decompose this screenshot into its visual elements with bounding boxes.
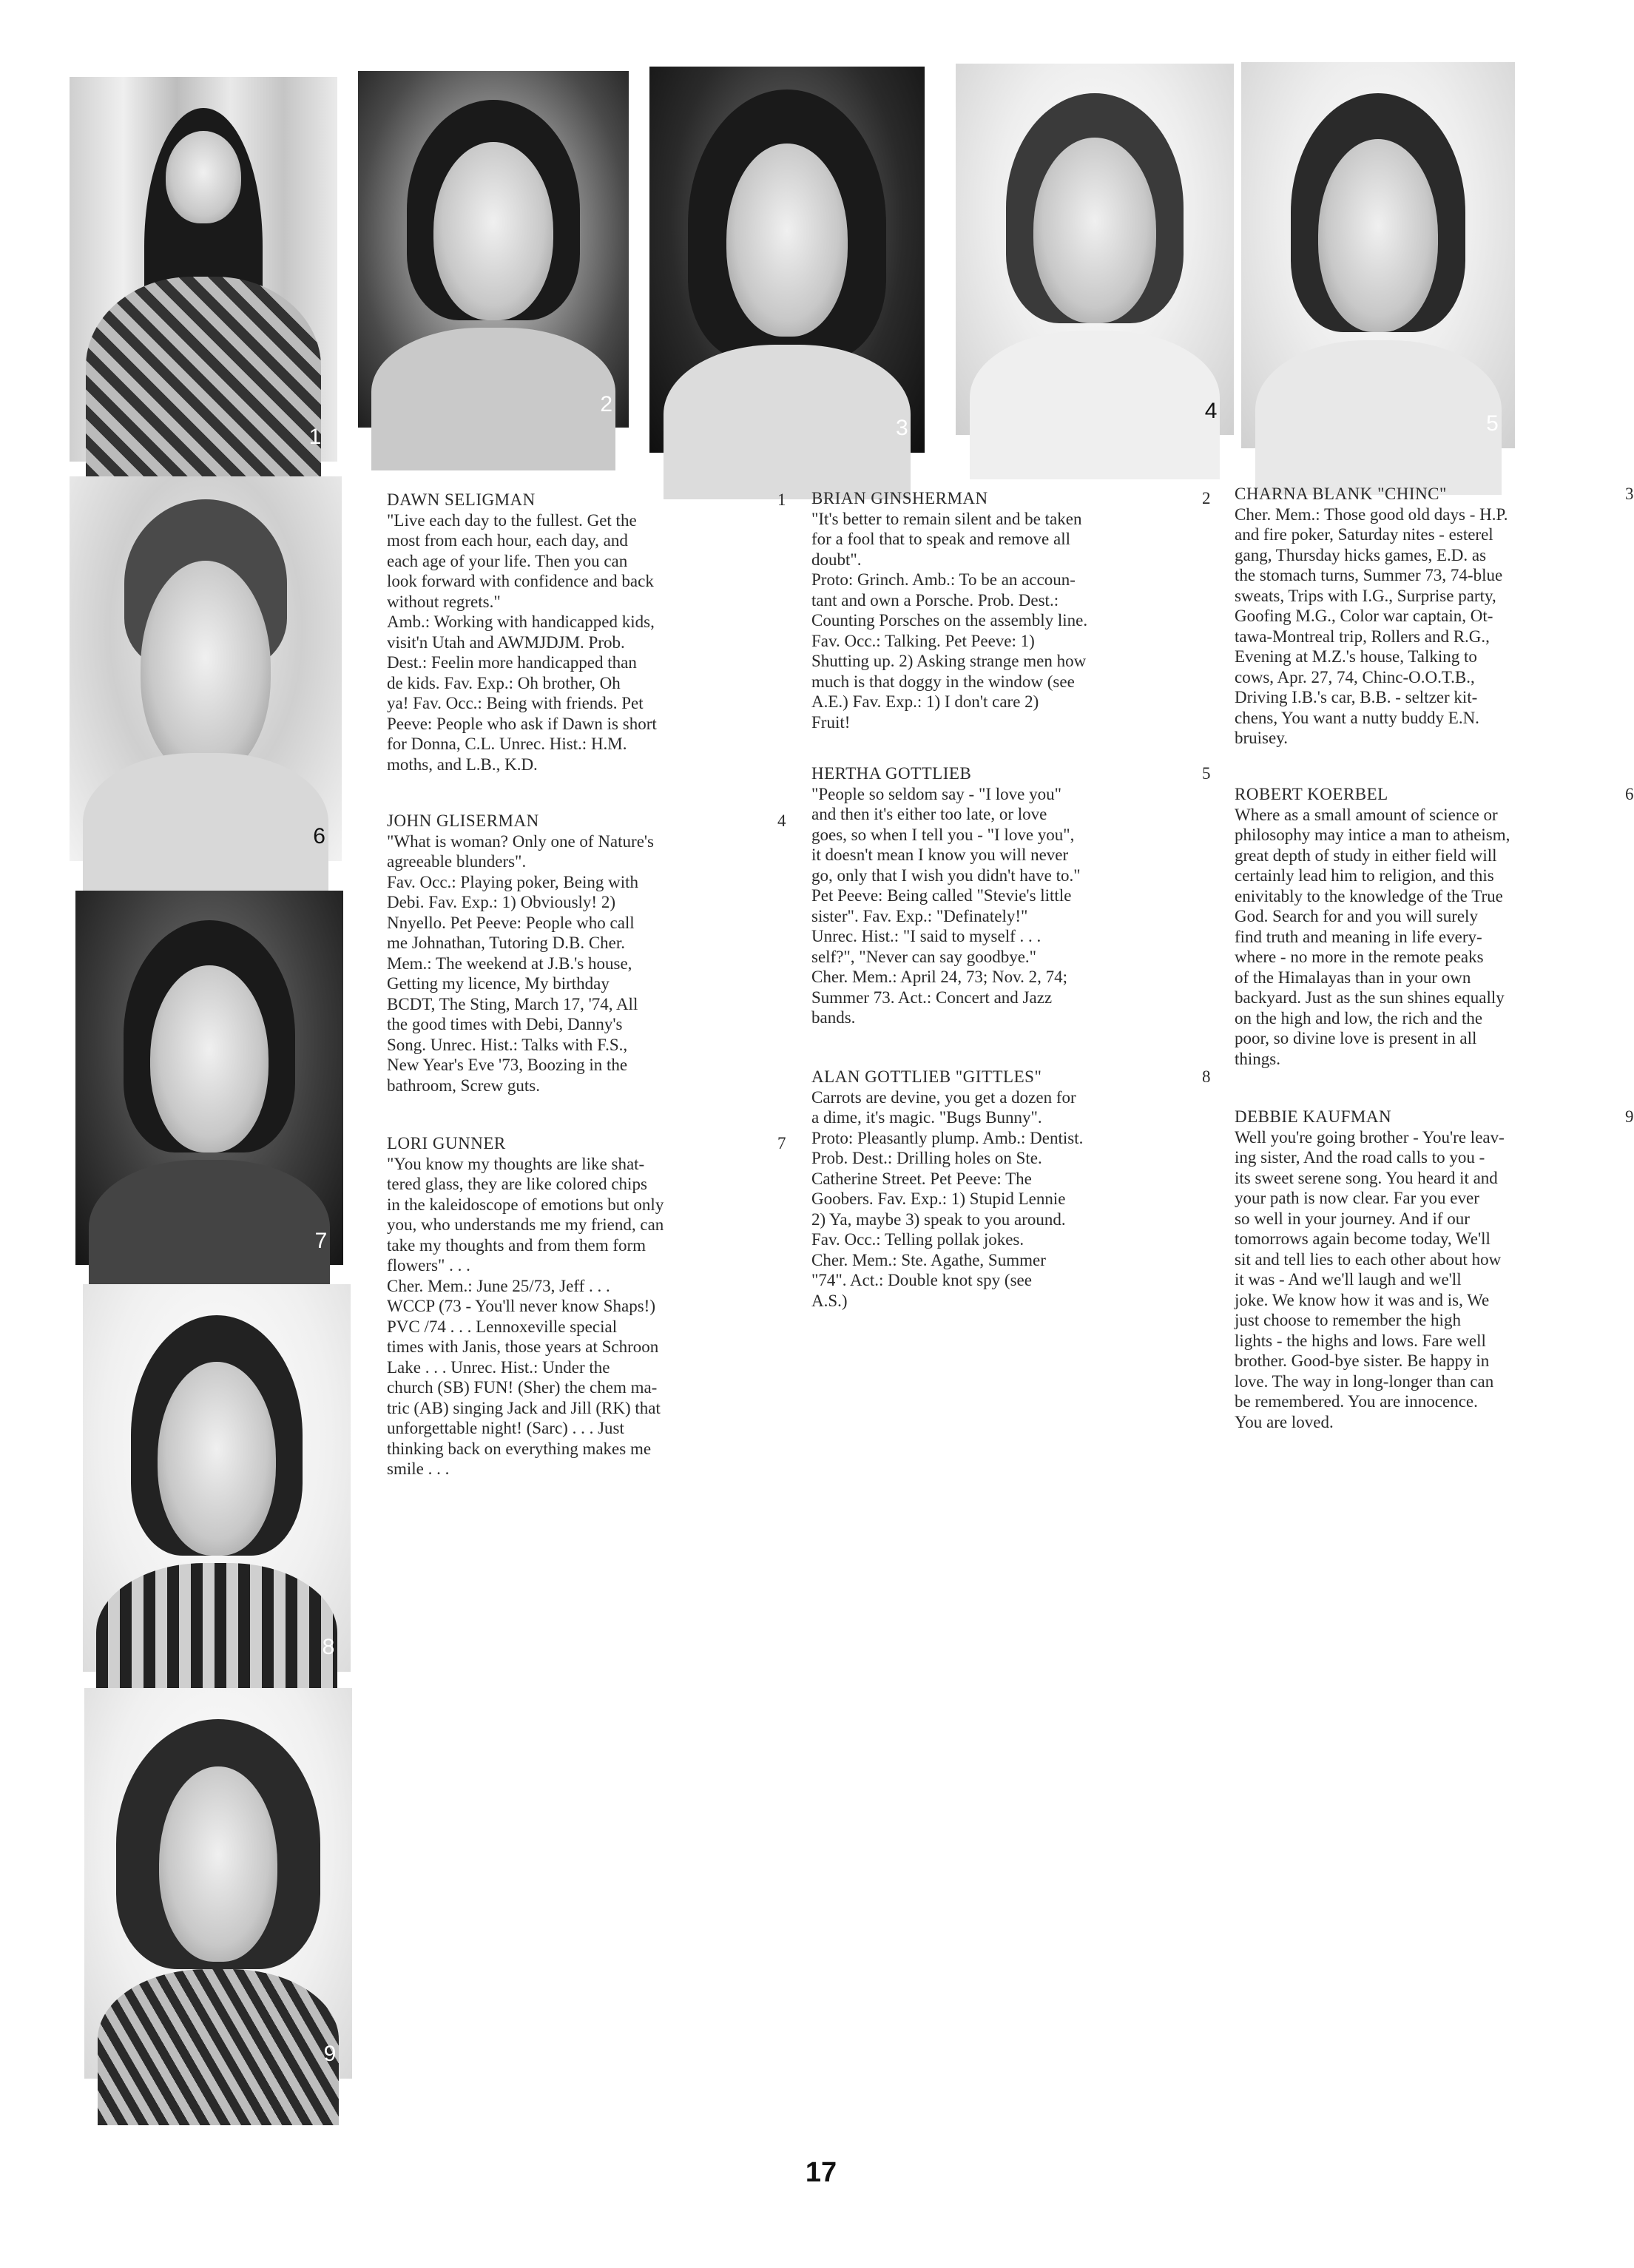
student-text: Carrots are devine, you get a dozen for a dime, it's magic. "Bugs Bunny". Proto: Pleasantly plump. Amb.: Dentist. Prob. Dest.: Drilling holes on Ste. Catherine Street. Pet Peeve: The Goobers. Fav. Exp.: 1) Stupid Lennie 2) Ya, maybe 3) speak to you around. Fav. Occ.: Telling pollak jokes. Cher. Mem.: Ste. Agathe, Summer "74". Act.: Double knot spy (see A.S.)	[811, 1087, 1084, 1310]
student-entry	[1235, 1107, 1634, 1432]
student-text: "What is woman? Only one of Nature's agreeable blunders". Fav. Occ.: Playing poker, Being with Debi. Fav. Exp.: 1) Obviously! 2) Nnyello. Pet Peeve: People who call me Johnathan, Tutoring D.B. Cher. Mem.: The weekend at J.B.'s house, Getting my licence, My birthday BCDT, The Sting, March 17, '74, All the good times with Debi, Danny's Song. Unrec. Hist.: Talks with F.S., New Year's Eve '73, Boozing in the bathroom, Screw guts.	[387, 831, 654, 1095]
student-text: "You know my thoughts are like shat- tered glass, they are like colored chips in the kaleidoscope of emotions but only you, who understands me my friend, can take my thoughts and from them form flowers" . . . Cher. Mem.: June 25/73, Jeff . . . WCCP (73 - You'll never know Shaps!) PVC /74 . . . Lennoxeville special times with Janis, those years at Schroon Lake . . . Unrec. Hist.: Under the church (SB) FUN! (Sher) the chem ma- tric (AB) singing Jack and Jill (RK) that unforgettable night! (Sarc) . . . Just thinking back on everything makes me smile . . .	[387, 1154, 664, 1478]
student-number: 7	[777, 1134, 786, 1152]
student-photo	[358, 71, 629, 428]
student-entry	[1235, 784, 1634, 1069]
student-number: 2	[1202, 489, 1211, 507]
student-name: JOHN GLISERMAN	[387, 811, 539, 830]
student-photo	[956, 64, 1234, 435]
student-photo	[83, 1284, 351, 1672]
photo-number: 6	[313, 824, 325, 849]
student-number: 1	[777, 490, 786, 509]
photo-number: 1	[308, 425, 322, 450]
student-name: ROBERT KOERBEL	[1235, 785, 1388, 803]
student-entry	[1235, 484, 1634, 749]
student-photo	[70, 476, 342, 861]
student-name: LORI GUNNER	[387, 1134, 506, 1152]
student-name: HERTHA GOTTLIEB	[811, 764, 972, 783]
photo-number: 8	[322, 1635, 335, 1660]
student-text: Where as a small amount of science or philosophy may intice a man to atheism, great depth of study in either field will certainly lead him to religion, and this enivitably to the knowledge of the True God. Search for and you will surely find truth and meaning in life every- where - no more in the remote peaks of the Himalayas than in your own backyard. Just as the sun shines equally on the high and low, the rich and the poor, so divine love is present in all things.	[1235, 805, 1510, 1068]
student-entry	[387, 490, 786, 774]
student-number: 3	[1625, 485, 1634, 503]
student-photo	[75, 891, 343, 1265]
student-entry	[811, 488, 1211, 732]
photo-number: 7	[314, 1228, 328, 1253]
student-photo	[84, 1688, 352, 2079]
student-number: 9	[1625, 1107, 1634, 1126]
student-number: 6	[1625, 785, 1634, 803]
student-name: DAWN SELIGMAN	[387, 490, 536, 509]
page-number: 17	[805, 2157, 837, 2188]
photo-number: 2	[600, 391, 613, 416]
student-text: "It's better to remain silent and be taken for a fool that to speak and remove all doubt". Proto: Grinch. Amb.: To be an accoun- tant and own a Porsche. Prob. Dest.: Counting Porsches on the assembly line. Fav. Occ.: Talking. Pet Peeve: 1) Shutting up. 2) Asking strange men how much is that doggy in the window (see A.E.) Fav. Exp.: 1) I don't care 2) Fruit!	[811, 509, 1088, 732]
student-photo	[649, 67, 925, 453]
student-name: CHARNA BLANK "CHINC"	[1235, 485, 1447, 503]
student-photo	[1241, 62, 1515, 448]
student-text: "People so seldom say - "I love you" and then it's either too late, or love goes, so when I tell you - "I love you", it doesn't mean I know you will never go, only that I wish you didn't have to." Pet Peeve: Being called "Stevie's little sister". Fav. Exp.: "Definately!" Unrec. Hist.: "I said to myself . . . self?", "Never can say goodbye." Cher. Mem.: April 24, 73; Nov. 2, 74; Summer 73. Act.: Concert and Jazz bands.	[811, 784, 1081, 1027]
student-number: 5	[1202, 764, 1211, 783]
student-text: "Live each day to the fullest. Get the most from each hour, each day, and each age of your life. Then you can look forward with confidence and back without regrets." Amb.: Working with handicapped kids, visit'n Utah and AWMJDJM. Prob. Dest.: Feelin more handicapped than de kids. Fav. Exp.: Oh brother, Oh ya! Fav. Occ.: Being with friends. Pet Peeve: People who ask if Dawn is short for Donna, C.L. Unrec. Hist.: H.M. moths, and L.B., K.D.	[387, 510, 657, 774]
student-name: ALAN GOTTLIEB "GITTLES"	[811, 1067, 1042, 1086]
photo-number: 3	[896, 416, 908, 441]
student-number: 8	[1202, 1067, 1211, 1086]
student-entry	[811, 1067, 1211, 1311]
student-number: 4	[777, 811, 786, 830]
photo-number: 4	[1204, 398, 1218, 423]
photo-number: 5	[1486, 411, 1499, 436]
student-name: BRIAN GINSHERMAN	[811, 489, 988, 507]
student-text: Cher. Mem.: Those good old days - H.P. and fire poker, Saturday nites - esterel gang, Thursday hicks games, E.D. as the stomach turns, Summer 73, 74-blue sweats, Trips with I.G., Surprise party, Goofing M.G., Color war captain, Ot- tawa-Montreal trip, Rollers and R.G., Evening at M.Z.'s house, Talking to cows, Apr. 27, 74, Chinc-O.O.T.B., Driving I.B.'s car, B.B. - seltzer kit- chens, You want a nutty buddy E.N. bruisey.	[1235, 504, 1508, 747]
student-entry	[811, 763, 1211, 1028]
student-entry	[387, 811, 786, 1096]
student-entry	[387, 1133, 786, 1479]
student-text: Well you're going brother - You're leav- ing sister, And the road calls to you - its sweet serene song. You heard it and your path is now clear. Far you ever so well in your journey. And if our tomorrows again become today, We'll sit and tell lies to each other about how it was - And we'll laugh and we'll joke. We know how it was and is, We just choose to remember the high lights - the highs and lows. Fare well brother. Good-bye sister. Be happy in love. The way in long-longer than can be remembered. You are innocence. You are loved.	[1235, 1127, 1505, 1431]
student-photo	[70, 77, 337, 462]
photo-number: 9	[323, 2042, 337, 2067]
student-name: DEBBIE KAUFMAN	[1235, 1107, 1392, 1126]
